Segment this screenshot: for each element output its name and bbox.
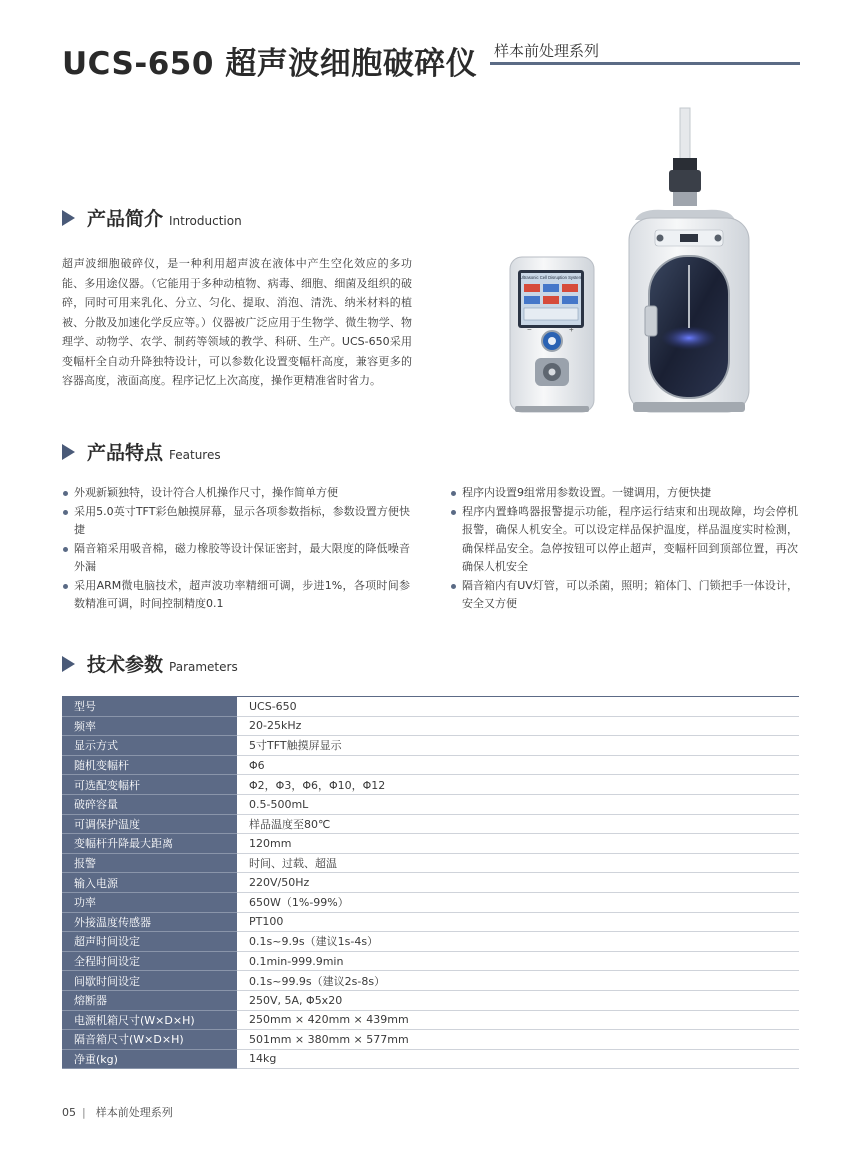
triangle-icon <box>62 210 75 226</box>
features-left-list <box>62 484 410 614</box>
page-number: 05 <box>62 1106 76 1119</box>
param-name: 外接温度传感器 <box>62 912 237 932</box>
param-name: 型号 <box>62 697 237 717</box>
param-name: 全程时间设定 <box>62 951 237 971</box>
param-name: 电源机箱尺寸(W×D×H) <box>62 1010 237 1030</box>
page-title: UCS-650 超声波细胞破碎仪 <box>62 46 478 82</box>
param-value: 650W（1%-99%） <box>237 892 799 912</box>
param-name: 频率 <box>62 716 237 736</box>
param-value: 0.1s~99.9s（建议2s-8s） <box>237 971 799 991</box>
product-image <box>505 100 805 420</box>
features-heading-en: Features <box>169 448 221 462</box>
params-heading <box>62 650 238 677</box>
param-value: PT100 <box>237 912 799 932</box>
table-row <box>62 1030 799 1050</box>
svg-text:−: − <box>527 325 532 334</box>
param-value: 14kg <box>237 1049 799 1069</box>
table-row <box>62 971 799 991</box>
intro-heading-en: Introduction <box>169 214 242 228</box>
feature-item: 程序内设置9组常用参数设置。一键调用，方便快捷 <box>450 484 798 503</box>
screen-label: Ultrasonic Cell Disruption System <box>519 275 583 280</box>
page-footer <box>62 1104 173 1120</box>
feature-item: 程序内置蜂鸣器报警提示功能，程序运行结束和出现故障，均会停机报警，确保人机安全。可以设定样品保护温度，样品温度实时检测，确保样品安全。急停按钮可以停止超声，变幅杆回到顶部位置，再次确保人机安全 <box>450 503 798 577</box>
features-heading-zh: 产品特点 <box>87 442 164 464</box>
param-name: 隔音箱尺寸(W×D×H) <box>62 1030 237 1050</box>
features-right-list <box>450 484 798 614</box>
param-name: 超声时间设定 <box>62 932 237 952</box>
param-name: 随机变幅杆 <box>62 755 237 775</box>
feature-item: 采用5.0英寸TFT彩色触摸屏幕，显示各项参数指标，参数设置方便快捷 <box>62 503 410 540</box>
feature-item: 隔音箱内有UV灯管，可以杀菌，照明；箱体门、门锁把手一体设计，安全又方便 <box>450 577 798 614</box>
table-row <box>62 932 799 952</box>
triangle-icon <box>62 444 75 460</box>
series-label: 样本前处理系列 <box>494 42 600 60</box>
features-heading <box>62 438 221 465</box>
intro-heading-zh: 产品简介 <box>87 208 164 230</box>
param-name: 间歇时间设定 <box>62 971 237 991</box>
table-row <box>62 814 799 834</box>
param-name: 净重(kg) <box>62 1049 237 1069</box>
table-row <box>62 912 799 932</box>
param-value: 250V, 5A, Φ5x20 <box>237 990 799 1010</box>
param-value: 120mm <box>237 834 799 854</box>
feature-item: 采用ARM微电脑技术，超声波功率精细可调，步进1%，各项时间参数精准可调，时间控制精度0.1 <box>62 577 410 614</box>
table-row <box>62 794 799 814</box>
param-value: UCS-650 <box>237 697 799 717</box>
feature-item: 隔音箱采用吸音棉，磁力橡胶等设计保证密封，最大限度的降低噪音外漏 <box>62 540 410 577</box>
param-value: 5寸TFT触摸屏显示 <box>237 736 799 756</box>
param-value: 时间、过载、超温 <box>237 853 799 873</box>
table-row <box>62 853 799 873</box>
param-value: 250mm × 420mm × 439mm <box>237 1010 799 1030</box>
param-value: 20-25kHz <box>237 716 799 736</box>
param-name: 报警 <box>62 853 237 873</box>
param-value: 样品温度至80℃ <box>237 814 799 834</box>
table-row <box>62 697 799 717</box>
param-name: 可选配变幅杆 <box>62 775 237 795</box>
feature-item: 外观新颖独特，设计符合人机操作尺寸，操作简单方便 <box>62 484 410 503</box>
param-name: 显示方式 <box>62 736 237 756</box>
params-heading-zh: 技术参数 <box>87 654 164 676</box>
params-heading-en: Parameters <box>169 660 238 674</box>
param-name: 可调保护温度 <box>62 814 237 834</box>
footer-label: 样本前处理系列 <box>95 1106 173 1119</box>
param-value: 0.1s~9.9s（建议1s-4s） <box>237 932 799 952</box>
param-name: 熔断器 <box>62 990 237 1010</box>
intro-heading <box>62 204 242 231</box>
triangle-icon <box>62 656 75 672</box>
footer-separator: | <box>82 1106 86 1119</box>
param-value: 220V/50Hz <box>237 873 799 893</box>
param-name: 输入电源 <box>62 873 237 893</box>
param-value: Φ2，Φ3，Φ6，Φ10，Φ12 <box>237 775 799 795</box>
param-value: 501mm × 380mm × 577mm <box>237 1030 799 1050</box>
title-rule <box>490 62 800 65</box>
table-row <box>62 892 799 912</box>
svg-text:+: + <box>569 325 574 334</box>
table-row <box>62 834 799 854</box>
table-row <box>62 990 799 1010</box>
table-row <box>62 755 799 775</box>
intro-text: 超声波细胞破碎仪，是一种利用超声波在液体中产生空化效应的多功能、多用途仪器。（它能用于多种动植物、病毒、细胞、细菌及组织的破碎，同时可用来乳化、分立、匀化、提取、消泡、清洗、纳米材料的植被、分散及加速化学反应等。）仪器被广泛应用于生物学、微生物学、物理学、动物学、农学、制药等领域的教学、科研、生产。UCS-650采用变幅杆全自动升降独特设计，可以参数化设置变幅杆高度，兼容更多的容器高度，液面高度。程序记忆上次高度，操作更精准省时省力。 <box>62 257 412 387</box>
table-row <box>62 1010 799 1030</box>
params-table <box>62 696 799 1069</box>
param-value: 0.1min-999.9min <box>237 951 799 971</box>
table-row <box>62 736 799 756</box>
param-value: Φ6 <box>237 755 799 775</box>
table-row <box>62 716 799 736</box>
param-value: 0.5-500mL <box>237 794 799 814</box>
table-row <box>62 1049 799 1069</box>
param-name: 功率 <box>62 892 237 912</box>
table-row <box>62 775 799 795</box>
power-unit <box>510 257 594 412</box>
table-row <box>62 951 799 971</box>
param-name: 变幅杆升降最大距离 <box>62 834 237 854</box>
table-row <box>62 873 799 893</box>
param-name: 破碎容量 <box>62 794 237 814</box>
soundproof-box <box>629 108 749 412</box>
